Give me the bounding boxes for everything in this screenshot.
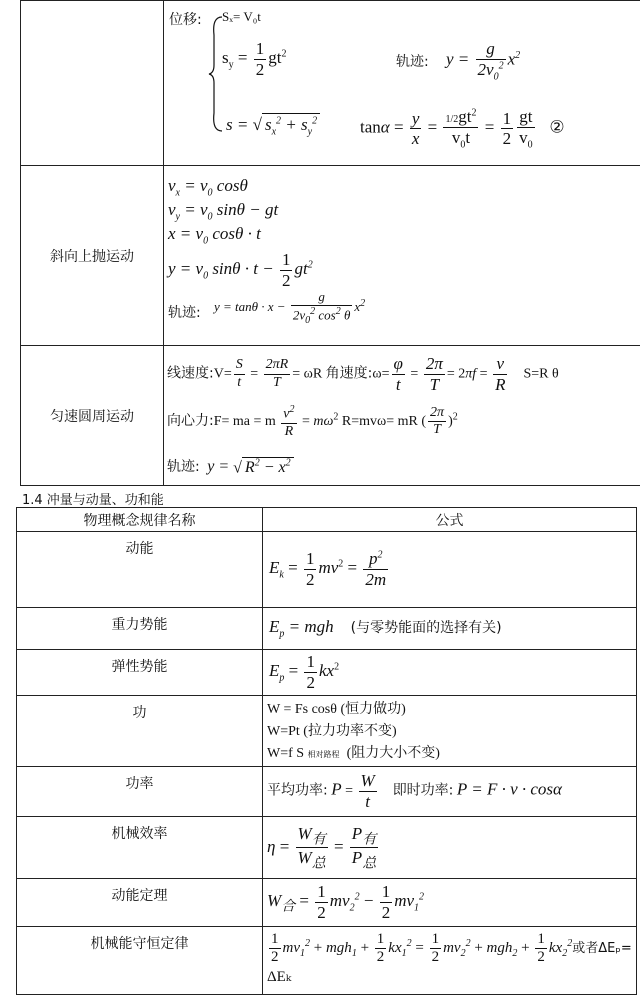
formula-cell: η = $\frac{W_有}{W_总}$ = $\frac{P_有}{P_总}$ bbox=[263, 817, 637, 879]
row-label: 匀速圆周运动 bbox=[50, 408, 134, 425]
circled-number: ② bbox=[549, 117, 565, 137]
centripetal-line: 向心力:F= ma = m $\frac{v^2}{R}$ = $m\omega^2$ R=mvω= mR ( $\frac{2\pi}{T}$ )$^2$ bbox=[167, 404, 458, 439]
delta-ek: ΔEₖ bbox=[267, 968, 292, 985]
table-row bbox=[21, 1, 640, 166]
formula-cell: $E_p$ = $\frac{1}{2}$ $kx^2$ bbox=[263, 650, 637, 696]
section-title: 1.4 冲量与动量、功和能 bbox=[22, 493, 164, 508]
circle-trajectory-line: 轨迹: y = √ $R^2 - x^2$ bbox=[167, 456, 294, 477]
tan-alpha-formula: tanα = $\frac{y}{x}$ = $\frac{1/2gt^2}{v_0t}$ = $\frac{1}{2}$ $\frac{gt}{v_0}$ ② bbox=[360, 107, 565, 150]
table-row bbox=[17, 532, 637, 608]
row-label-cell bbox=[21, 1, 164, 166]
table-row bbox=[17, 696, 637, 767]
concept-name: 弹性势能 bbox=[17, 650, 263, 696]
work-line-3: W=f S 相对路程 (阻力大小不变) bbox=[267, 746, 440, 761]
concept-name: 机械效率 bbox=[17, 817, 263, 879]
oblique-trajectory-formula: y = tanθ · x − $\frac{g}{2v_0^2 \cos^2 \theta}$ $x^2$ bbox=[214, 289, 366, 326]
trajectory-formula: y = $\frac{g}{2v_0^2}$ $x^2$ bbox=[446, 39, 521, 82]
table-row bbox=[17, 608, 637, 650]
row-label-cell bbox=[21, 166, 164, 346]
table-row bbox=[17, 767, 637, 817]
header-formula: 公式 bbox=[263, 508, 637, 532]
potential-note: (与零势能面的选择有关) bbox=[350, 620, 502, 637]
sy-formula: $s_y$ = $\frac{1}{2}$ $gt^2$ bbox=[222, 39, 287, 79]
row-label: 斜向上抛运动 bbox=[50, 248, 134, 265]
formula-cell bbox=[263, 696, 637, 767]
formula-cell: 平均功率: P = $\frac{W}{t}$ 即时功率: P = F · v · cosα bbox=[263, 767, 637, 817]
formula-cell bbox=[164, 1, 640, 166]
displacement-label: 位移: bbox=[169, 12, 202, 28]
vy-formula: $v_y = v_0$ sinθ − gt bbox=[168, 200, 279, 223]
table-header-row bbox=[17, 508, 637, 532]
formula-cell bbox=[164, 346, 640, 486]
speed-line: 线速度:V= $\frac{S}{t}$ = $\frac{2\pi R}{T}$ = ωR 角速度:ω= $\frac{\varphi}{t}$ = $\frac{2\pi}{T}$ = 2πf = $\frac{v}{R}$ S=R θ bbox=[167, 354, 559, 394]
x-formula: $x = v_0$ cosθ · t bbox=[168, 224, 261, 247]
table-row bbox=[17, 817, 637, 879]
work-line-2: W=Pt (拉力功率不变) bbox=[267, 724, 397, 739]
formula-cell: $E_p$ = mgh (与零势能面的选择有关) bbox=[263, 608, 637, 650]
concept-name: 动能 bbox=[17, 532, 263, 608]
header-name: 物理概念规律名称 bbox=[17, 508, 263, 532]
formula-cell: $\frac{1}{2}$ $mv_1^2 + mgh_1$ + $\frac{1}{2}$ $kx_1^2$ = $\frac{1}{2}$ $mv_2^2 + mgh_2$ + $\frac{1}{2}$ $kx_2^2$或者ΔEₚ= ΔEₖ bbox=[263, 927, 637, 995]
work-line-1: W = Fs cosθ (恒力做功) bbox=[267, 702, 406, 717]
table-row bbox=[17, 927, 637, 995]
formula-cell bbox=[164, 166, 640, 346]
table-row bbox=[21, 346, 640, 486]
trajectory-label: 轨迹: bbox=[396, 54, 429, 70]
trajectory-label: 轨迹: bbox=[168, 305, 201, 321]
concept-name: 重力势能 bbox=[17, 608, 263, 650]
energy-table bbox=[16, 507, 637, 995]
s-total-formula: s = √ $s_x^2 + s_y^2$ bbox=[226, 115, 320, 137]
vx-formula: $v_x = v_0$ cosθ bbox=[168, 176, 248, 199]
row-label-cell bbox=[21, 346, 164, 486]
sx-formula: Sₓ= V₀t bbox=[222, 9, 261, 24]
concept-name: 功 bbox=[17, 696, 263, 767]
concept-name: 动能定理 bbox=[17, 879, 263, 927]
table-row bbox=[17, 650, 637, 696]
motion-table bbox=[20, 0, 640, 486]
y-formula: $y = v_0$ sinθ · t − $\frac{1}{2}$ $gt^2$ bbox=[168, 250, 313, 290]
concept-name: 功率 bbox=[17, 767, 263, 817]
concept-name: 机械能守恒定律 bbox=[17, 927, 263, 995]
formula-cell: $W_合$ = $\frac{1}{2}$ $mv_2^2$ − $\frac{1}{2}$ $mv_1^2$ bbox=[263, 879, 637, 927]
table-row bbox=[21, 166, 640, 346]
formula-cell: $E_k$ = $\frac{1}{2}$ $mv^2$ = $\frac{p^2}{2m}$ bbox=[263, 532, 637, 608]
table-row bbox=[17, 879, 637, 927]
